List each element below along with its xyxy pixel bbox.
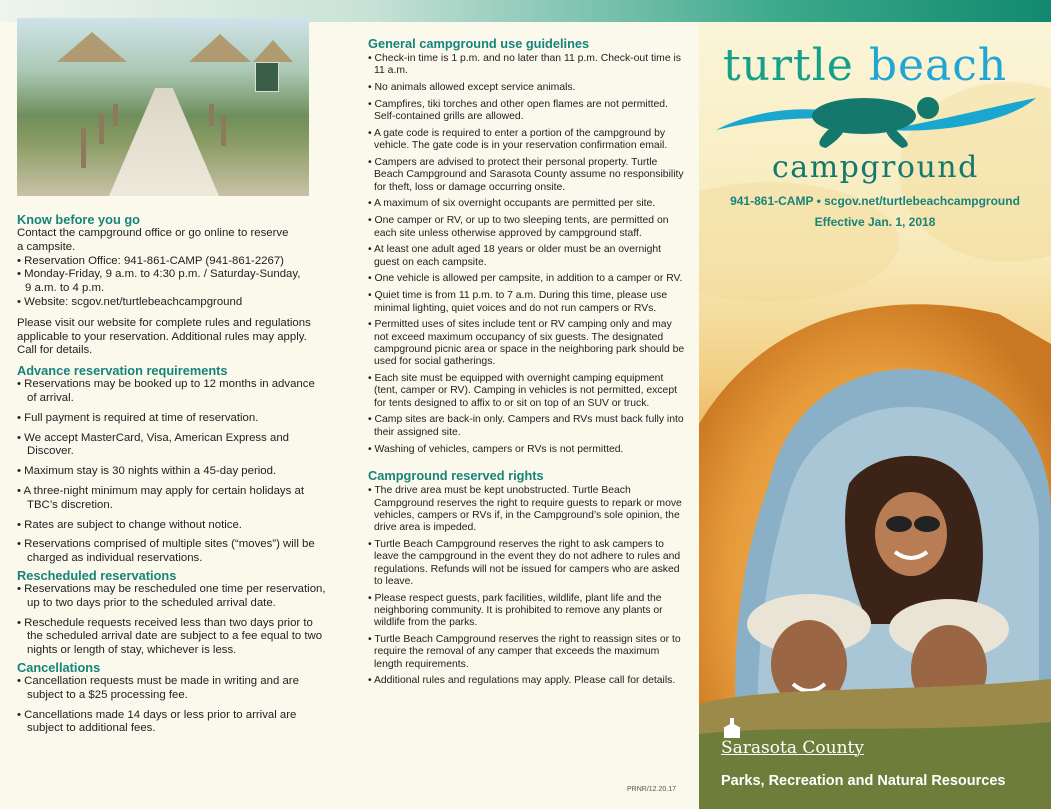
cancellations-heading: Cancellations	[17, 659, 101, 675]
list-item: • A three-night minimum may apply for certain holidays at TBC’s discretion.	[17, 484, 304, 511]
list-item: • Please respect guests, park facilities, wildlife, plant life and the neighboring community. It is prohibited to remove any plants or wildlife from the parks.	[368, 592, 663, 629]
list-item: • Campers are advised to protect their personal property. Turtle Beach Campground and Sarasota County assume no responsibility for theft, loss or damage occurring onsite.	[368, 157, 684, 193]
list-item: • Permitted uses of sites include tent or RV camping only and may not exceed maximum occupancy of six guests. The designated campground picnic area or space in the neighboring park should be used for social gatherings.	[368, 319, 685, 368]
list-item: • Rates are subject to change without notice.	[17, 518, 242, 531]
list-item: • Camp sites are back-in only. Campers and RVs must back fully into their assigned site.	[368, 414, 684, 438]
beach-path-photo	[17, 18, 309, 196]
department-name: Parks, Recreation and Natural Resources	[721, 773, 1006, 789]
list-item: • Check-in time is 1 p.m. and no later than 11 p.m. Check-out time is 11 a.m.	[368, 53, 681, 77]
know-list	[17, 255, 327, 310]
list-item: • Turtle Beach Campground reserves the right to ask campers to leave the campground in the event they do not adhere to rules and regulations. Refunds will not be issued for campers who are asked to leave.	[368, 539, 681, 587]
list-item: • Additional rules and regulations may apply. Please call for details.	[368, 675, 676, 687]
know-heading: Know before you go	[17, 212, 140, 227]
rescheduled-heading: Rescheduled reservations	[17, 567, 177, 583]
guidelines-heading: General campground use guidelines	[368, 36, 590, 51]
know-intro: Contact the campground office or go online to reserve a campsite.	[17, 227, 289, 253]
list-item: • A gate code is required to enter a portion of the campground by vehicle. The gate code is in your reservation confirmation email.	[368, 127, 668, 152]
list-item: • The drive area must be kept unobstructed. Turtle Beach Campground reserves the right to require guests to repark or move vehicles, campers or RVs if, in the Campground’s sole opinion, the drive area is impeded.	[368, 485, 682, 534]
list-item: • Full payment is required at time of reservation.	[17, 411, 259, 424]
effective-date: Effective Jan. 1, 2018	[814, 215, 936, 229]
list-item: • One camper or RV, or up to two sleeping tents, are permitted on each site unless otherwise approved by campground staff.	[368, 215, 669, 239]
list-item: • Monday-Friday, 9 a.m. to 4:30 p.m. / Saturday-Sunday,	[17, 268, 301, 281]
list-item: • One vehicle is allowed per campsite, in addition to a camper or RV.	[368, 273, 683, 285]
list-item: • Maximum stay is 30 nights within a 45-day period.	[17, 465, 277, 478]
county-name: Sarasota County	[721, 738, 864, 758]
courthouse-icon	[719, 718, 745, 740]
rescheduled-list	[17, 583, 327, 658]
list-item: 9 a.m. to 4 p.m.	[25, 282, 105, 295]
list-item: • At least one adult aged 18 years or older must be an overnight guest on each campsite.	[368, 244, 662, 268]
list-item: • Cancellations made 14 days or less prior to arrival are subject to additional fees.	[17, 708, 297, 735]
advance-list	[17, 378, 327, 566]
cancellations-list	[17, 675, 327, 736]
rights-heading: Campground reserved rights	[368, 468, 544, 484]
column-middle	[368, 36, 688, 692]
list-item: • Reservations comprised of multiple sites (“moves”) will be charged as individual reservations.	[17, 538, 315, 565]
list-item: • Website: scgov.net/turtlebeachcampground	[17, 295, 243, 308]
title-turtle-beach: turtle beach	[723, 40, 1008, 91]
list-item: • No animals allowed except service animals.	[368, 82, 576, 94]
list-item: • Cancellation requests must be made in writing and are subject to a $25 processing fee.	[17, 674, 299, 701]
guidelines-list	[368, 53, 688, 456]
list-item: • Reservations may be booked up to 12 months in advance of arrival.	[17, 378, 315, 404]
list-item: • We accept MasterCard, Visa, American Express and Discover.	[17, 431, 289, 458]
rights-list	[368, 485, 688, 687]
list-item: • Washing of vehicles, campers or RVs is not permitted.	[368, 443, 624, 455]
advance-heading: Advance reservation requirements	[17, 363, 228, 379]
list-item: • Reservation Office: 941-861-CAMP (941-861-2267)	[17, 254, 284, 267]
list-item: • Reschedule requests received less than two days prior to the scheduled arrival date are subject to a fee equal to two nights or length of stay, whichever is less.	[17, 616, 323, 657]
title-campground: campground	[772, 150, 979, 185]
visit-website-note: Please visit our website for complete rules and regulations applicable to your reservation. Additional rules may apply. Call for details.	[17, 316, 311, 357]
family-tent-photo	[699, 284, 1051, 809]
turtle-logo-icon	[714, 90, 1044, 152]
list-item: • Turtle Beach Campground reserves the right to reassign sites or to require the removal of any camper that exceeds the maximum length requirements.	[368, 634, 681, 670]
list-item: • Quiet time is from 11 p.m. to 7 a.m. During this time, please use minimal lighting, quiet voices and do not run campers or RVs.	[368, 290, 668, 314]
print-code: PRNR/12.20.17	[627, 786, 677, 793]
contact-line: 941-861-CAMP • scgov.net/turtlebeachcampground	[730, 194, 1020, 208]
cover-panel	[699, 22, 1051, 809]
list-item: • Campfires, tiki torches and other open flames are not permitted. Self-contained grills are allowed.	[368, 98, 668, 123]
list-item: • A maximum of six overnight occupants are permitted per site.	[368, 198, 656, 210]
list-item: • Each site must be equipped with overnight camping equipment (tent, camper or RV). Camping in vehicles is not permitted, except for tents designed to affix to or sit on top of an SUV or truck.	[368, 373, 677, 409]
column-left	[17, 18, 327, 742]
list-item: • Reservations may be rescheduled one time per reservation, up to two days prior to the scheduled arrival date.	[17, 582, 326, 609]
